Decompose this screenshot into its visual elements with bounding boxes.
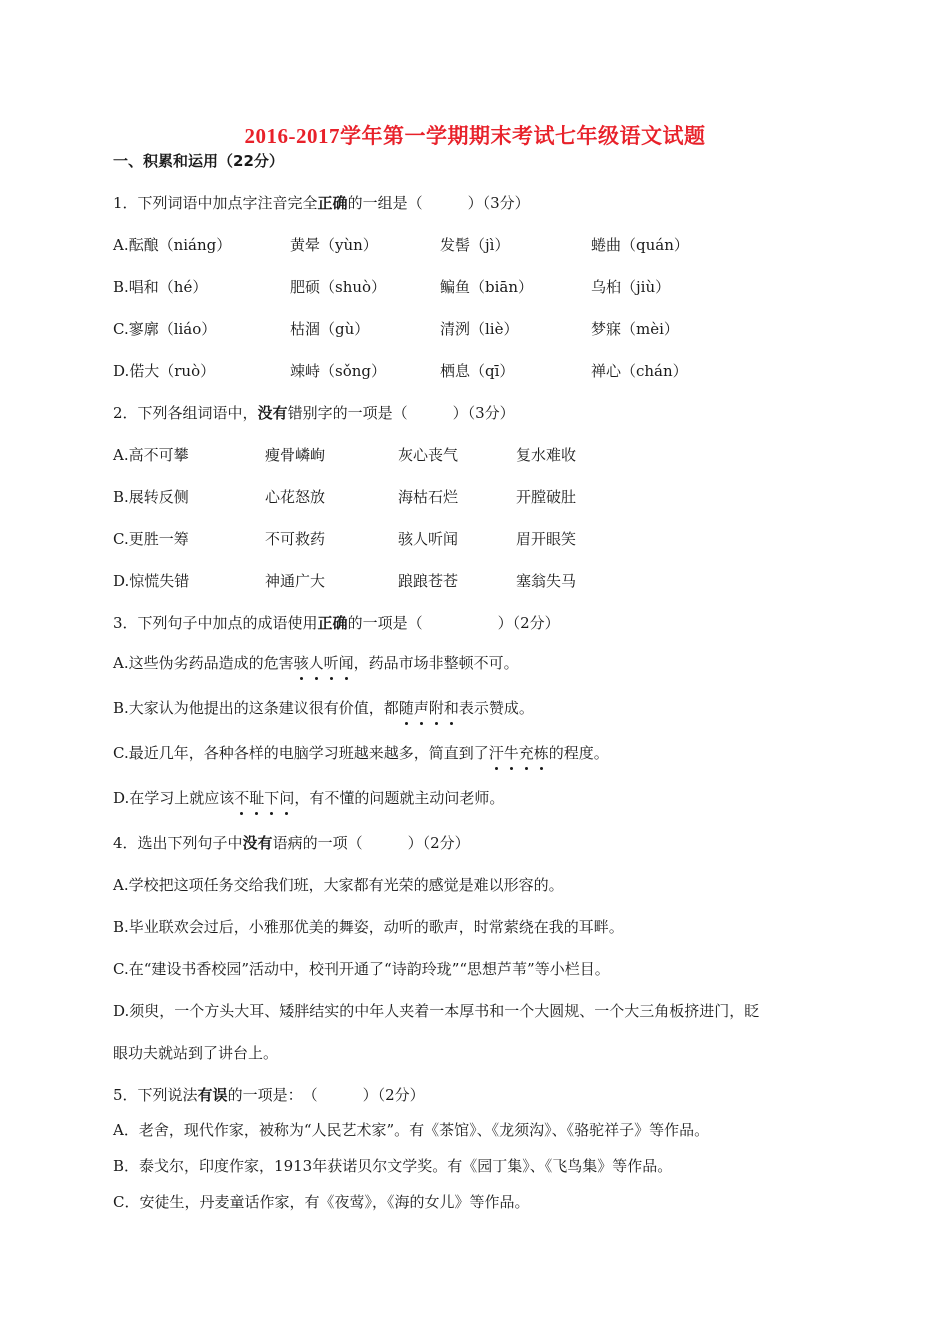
q5-option-c: C．安徒生，丹麦童话作家，有《夜莺》，《海的女儿》等作品。 — [113, 1193, 530, 1211]
q1-row-c: C.寥廓（liáo） 枯涸（gù） 清洌（liè） 梦寐（mèi） — [113, 320, 679, 338]
q1-row-d: D.偌大（ruò） 竦峙（sǒng） 栖息（qī） 禅心（chán） — [113, 362, 688, 380]
q4-option-b: B.毕业联欢会过后，小雅那优美的舞姿，动听的歌声，时常萦绕在我的耳畔。 — [113, 918, 624, 936]
q4-option-c: C.在“建设书香校园”活动中，校刊开通了“诗韵玲珑”“思想芦苇”等小栏目。 — [113, 960, 610, 978]
q2-row-c: C.更胜一筹 不可救药 骇人听闻 眉开眼笑 — [113, 530, 577, 548]
q3-option-b: B.大家认为他提出的这条建议很有价值，都随声附和表示赞成。 — [113, 699, 534, 717]
emphasis-dot-char: 闻 — [338, 654, 354, 672]
emphasis-dot-char: 随 — [398, 699, 414, 717]
emphasis-dot-char: 汗 — [488, 744, 504, 762]
q3-option-c: C.最近几年，各种各样的电脑学习班越来越多，简直到了汗牛充栋的程度。 — [113, 744, 609, 762]
q1-row-a: A.酝酿（niáng） 黄晕（yùn） 发髻（jì） 蜷曲（quán） — [113, 236, 689, 254]
dotted-idiom — [489, 744, 549, 762]
emphasis-dot-char: 不 — [234, 789, 250, 807]
q4-option-a: A.学校把这项任务交给我们班，大家都有光荣的感觉是难以形容的。 — [113, 876, 564, 894]
emphasis-dot-char: 牛 — [503, 744, 519, 762]
question-5-stem: 5．下列说法有误的一项是： （ ）（2分） — [113, 1086, 425, 1104]
q5-option-b: B．泰戈尔，印度作家，1913年获诺贝尔文学奖。有《园丁集》、《飞鸟集》等作品。 — [113, 1157, 673, 1175]
emphasis-dot-char: 听 — [323, 654, 339, 672]
emphasis-dot-char: 人 — [308, 654, 324, 672]
emphasis-dot-char: 充 — [518, 744, 534, 762]
q3-option-a: A.这些伪劣药品造成的危害骇人听闻，药品市场非整顿不可。 — [113, 654, 519, 672]
emphasis-dot-char: 耻 — [249, 789, 265, 807]
q1-row-b: B.唱和（hé） 肥硕（shuò） 鳊鱼（biān） 乌桕（jiù） — [113, 278, 671, 296]
dotted-idiom — [234, 789, 294, 807]
emphasis-dot-char: 声 — [413, 699, 429, 717]
dotted-idiom — [399, 699, 459, 717]
emphasis-dot-char: 问 — [279, 789, 295, 807]
emphasis-dot-char: 和 — [443, 699, 459, 717]
question-1-stem: 1．下列词语中加点字注音完全正确的一组是（ ）（3分） — [113, 194, 530, 212]
q4-option-d-continued: 眼功夫就站到了讲台上。 — [113, 1044, 279, 1062]
emphasis-dot-char: 栋 — [533, 744, 549, 762]
q4-option-d: D.须臾，一个方头大耳、矮胖结实的中年人夹着一本厚书和一个大圆规、一个大三角板挤进门，眨 — [113, 1002, 760, 1020]
dotted-idiom — [294, 654, 354, 672]
emphasis-dot-char: 附 — [428, 699, 444, 717]
exam-title: 2016-2017学年第一学期期末考试七年级语文试题 — [244, 124, 706, 148]
section-heading: 一、积累和运用（22分） — [113, 152, 284, 170]
q5-option-a: A．老舍，现代作家，被称为“人民艺术家”。有《茶馆》、《龙须沟》、《骆驼祥子》等作品。 — [113, 1121, 710, 1139]
emphasis-dot-char: 骇 — [293, 654, 309, 672]
question-3-stem: 3．下列句子中加点的成语使用正确的一项是（ ）（2分） — [113, 614, 560, 632]
question-4-stem: 4．选出下列句子中没有语病的一项（ ）（2分） — [113, 834, 470, 852]
q2-row-d: D.惊慌失错 神通广大 踉踉苍苍 塞翁失马 — [113, 572, 577, 590]
q2-row-b: B.展转反侧 心花怒放 海枯石烂 开膛破肚 — [113, 488, 577, 506]
question-2-stem: 2．下列各组词语中，没有错别字的一项是（ ）（3分） — [113, 404, 515, 422]
emphasis-dot-char: 下 — [264, 789, 280, 807]
q3-option-d: D.在学习上就应该不耻下问，有不懂的问题就主动问老师。 — [113, 789, 505, 807]
q2-row-a: A.高不可攀 瘦骨嶙峋 灰心丧气 复水难收 — [113, 446, 577, 464]
